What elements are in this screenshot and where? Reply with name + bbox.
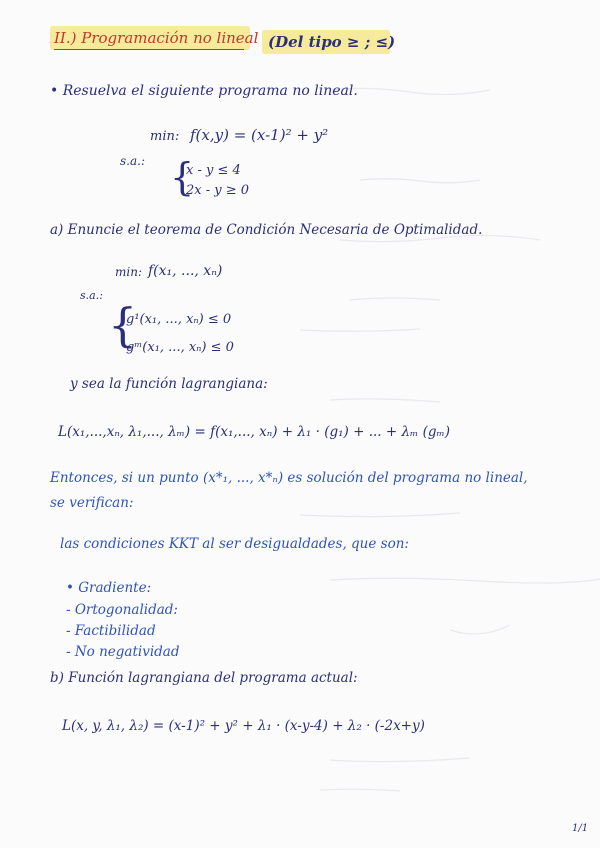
part-a-objective-label: min:	[115, 265, 142, 279]
constraints-label: s.a.:	[120, 154, 145, 168]
part-a-objective: f(x₁, ..., xₙ)	[148, 263, 223, 279]
part-b-formula: L(x, y, λ₁, λ₂) = (x-1)² + y² + λ₁ · (x-y-4) + λ₂ · (-2x+y)	[62, 718, 425, 734]
lagrange-intro: y sea la función lagrangiana:	[70, 376, 268, 392]
part-a-constraints-label: s.a.:	[80, 289, 103, 302]
page-number: 1/1	[572, 823, 589, 834]
theorem-line-1: Entonces, si un punto (x*₁, ..., x*ₙ) es solución del programa no lineal,	[50, 470, 528, 486]
page-title: II.) Programación no lineal	[54, 29, 259, 47]
constraint-1: x - y ≤ 4	[186, 163, 241, 178]
objective-function: f(x,y) = (x-1)² + y²	[190, 126, 329, 144]
problem-intro: • Resuelva el siguiente programa no lineal.	[50, 83, 358, 99]
theorem-line-2: se verifican:	[50, 495, 134, 511]
lagrange-formula: L(x₁,...,xₙ, λ₁,..., λₘ) = f(x₁,..., xₙ) + λ₁ · (g₁) + ... + λₘ (gₘ)	[58, 424, 451, 440]
part-a-constraint-brace: {	[108, 298, 138, 352]
part-a-heading: a) Enuncie el teorema de Condición Necesaria de Optimalidad.	[50, 222, 483, 238]
constraint-2: 2x - y ≥ 0	[186, 183, 250, 198]
constraint-brace: {	[170, 155, 195, 199]
title-underline	[54, 49, 244, 50]
kkt-condition-orthogonality: - Ortogonalidad:	[66, 602, 178, 618]
part-a-constraint-1: g¹(x₁, ..., xₙ) ≤ 0	[126, 312, 232, 327]
objective-label: min:	[150, 129, 180, 144]
kkt-condition-feasibility: - Factibilidad	[66, 623, 156, 639]
part-b-heading: b) Función lagrangiana del programa actual:	[50, 670, 358, 686]
kkt-line: las condiciones KKT al ser desigualdades, que son:	[60, 536, 409, 552]
part-a-constraint-2: gᵐ(x₁, ..., xₙ) ≤ 0	[126, 340, 234, 355]
page-subtitle: (Del tipo ≥ ; ≤)	[268, 33, 396, 51]
kkt-condition-gradient: • Gradiente:	[66, 580, 152, 596]
kkt-condition-non-negativity: - No negatividad	[66, 644, 180, 660]
